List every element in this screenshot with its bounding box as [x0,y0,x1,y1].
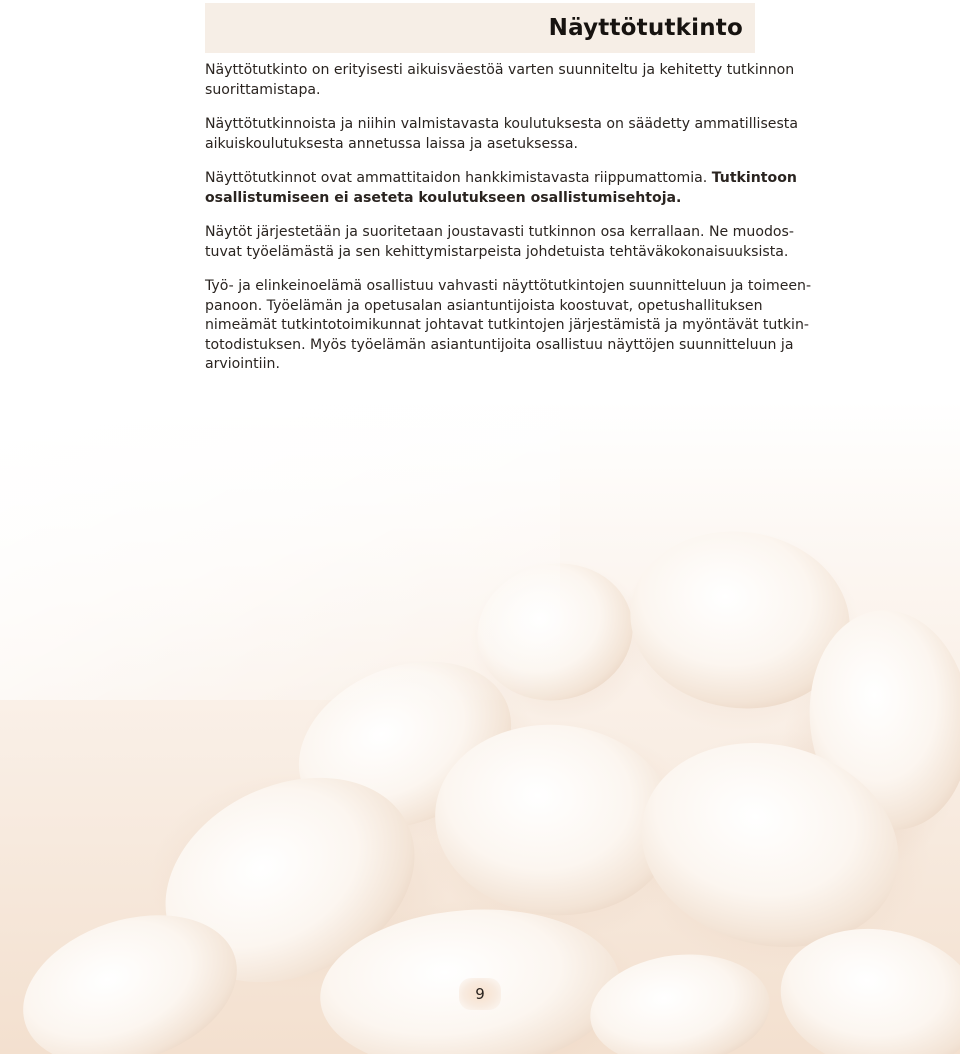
paragraph-4-line-1: Näytöt järjestetään ja suoritetaan joustavasti tutkinnon osa kerrallaan. Ne muodos- [205,224,794,240]
paragraph-3-line-1 [205,169,797,189]
paragraph-1-line-1: Näyttötutkinto on erityisesti aikuisväestöä varten suunniteltu ja kehitetty tutkinnon [205,62,795,78]
page-title: Näyttötutkinto [548,15,743,41]
page-number: 9 [475,985,485,1003]
paragraph-5-line-1: Työ- ja elinkeinoelämä osallistuu vahvasti näyttötutkintojen suunnitteluun ja toimeen- [205,278,812,294]
paragraph-1-line-2: suorittamistapa. [205,81,321,98]
page-number-badge [459,978,501,1010]
paragraph-2-line-2: aikuiskoulutuksesta annetussa laissa ja asetuksessa. [205,135,578,152]
paragraph-3 [205,169,797,208]
paragraph-2-line-1: Näyttötutkinnoista ja niihin valmistavasta koulutuksesta on säädetty ammatillisesta [205,116,798,132]
paragraph-4 [205,223,794,262]
paragraph-4-line-2: tuvat työelämästä ja sen kehittymistarpeista johdetuista tehtäväkokonaisuuksista. [205,243,789,260]
paragraph-2 [205,115,798,154]
paragraph-5 [205,277,812,375]
title-band [205,3,755,53]
document-body [205,61,812,390]
paragraph-5-line-4: totodistuksen. Myös työelämän asiantuntijoita osallistuu näyttöjen suunnitteluun ja [205,336,794,353]
paragraph-1 [205,61,795,100]
paragraph-5-line-2: panoon. Työelämän ja opetusalan asiantuntijoista koostuvat, opetushallituksen [205,297,763,314]
paragraph-5-line-3: nimeämät tutkintotoimikunnat johtavat tutkintojen järjestämistä ja myöntävät tutkin- [205,317,809,333]
paragraph-3-bold-text-end: osallistumiseen ei aseteta koulutukseen osallistumisehtoja. [205,189,682,206]
paragraph-3-normal-text: Näyttötutkinnot ovat ammattitaidon hankkimistavasta riippumattomia. [205,170,708,186]
paragraph-3-bold-text-start: Tutkintoon [711,170,797,186]
paragraph-5-line-5: arviointiin. [205,356,280,372]
